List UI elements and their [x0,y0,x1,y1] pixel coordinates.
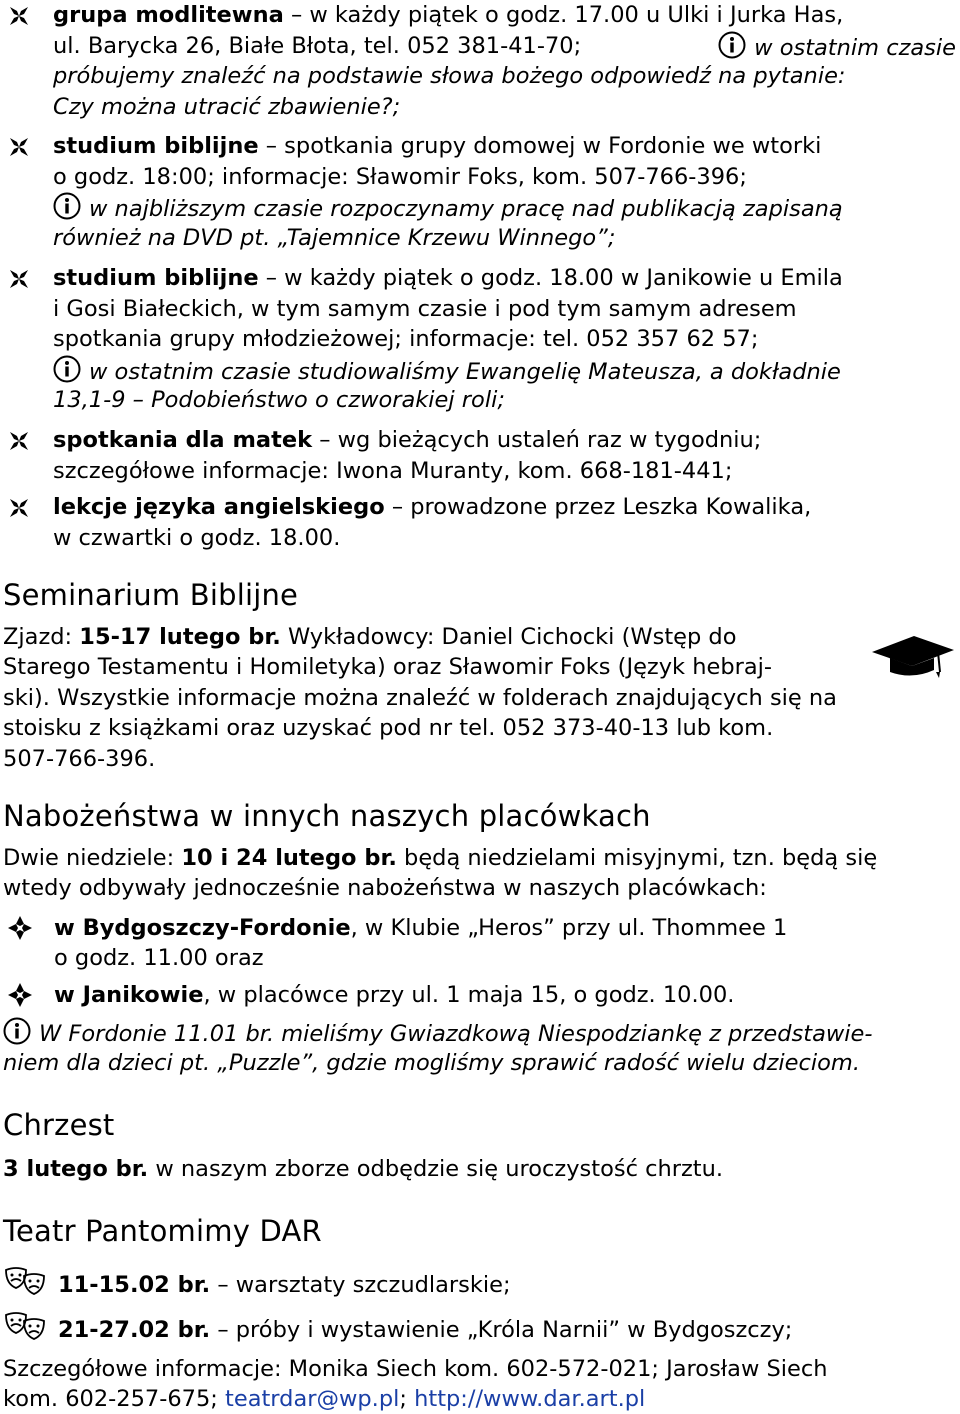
seminar-line-2: Starego Testamentu i Homiletyka) oraz Sławomir Foks (Język hebraj- [3,654,773,680]
services-note-2: niem dla dzieci pt. „Puzzle”, gdzie mogliśmy sprawić radość wielu dzieciom. [3,1050,860,1076]
activity-line: spotkania dla matek – wg bieżących ustaleń raz w tygodniu; [53,427,762,453]
diamond-bullet-icon [3,980,37,1010]
pen-nib-icon [2,132,36,162]
pen-nib-icon [2,426,36,456]
activity-line: Czy można utracić zbawienie?; [53,93,401,120]
baptism-text: 3 lutego br. w naszym zborze odbędzie się uroczystość chrztu. [3,1156,724,1182]
graduation-cap-icon [868,630,956,682]
seminar-line-1: Zjazd: 15-17 lutego br. Wykładowcy: Daniel Cichocki (Wstęp do [3,624,737,650]
activity-line: i Gosi Białeckich, w tym samym czasie i pod tym samym adresem [53,295,797,322]
activity-line: ul. Barycka 26, Białe Błota, tel. 052 381-41-70; w ostatnim czasie [53,31,956,61]
theatre-masks-icon [3,1266,47,1296]
theatre-event-1: 11-15.02 br. – warsztaty szczudlarskie; [58,1272,511,1298]
pen-nib-icon [2,264,36,294]
services-note-1: W Fordonie 11.01 br. mieliśmy Gwiazdkową Niespodziankę z przedstawie- [3,1017,872,1047]
website-link[interactable]: http://www.dar.art.pl [414,1386,646,1412]
theatre-masks-icon [3,1311,47,1341]
seminar-line-4: stoisku z książkami oraz uzyskać pod nr tel. 052 373-40-13 lub kom. [3,715,774,741]
diamond-bullet-icon [3,913,37,943]
activity-line: w czwartki o godz. 18.00. [53,524,341,551]
email-link[interactable]: teatrdar@wp.pl [225,1386,400,1412]
seminar-line-5: 507-766-396. [3,746,156,772]
activity-line: o godz. 18:00; informacje: Sławomir Foks, kom. 507-766-396; [53,163,747,190]
activity-line: studium biblijne – w każdy piątek o godz. 18.00 w Janikowie u Emila [53,265,843,291]
activity-line: spotkania grupy młodzieżowej; informacje: tel. 052 357 62 57; [53,326,759,352]
activity-line: w ostatnim czasie studiowaliśmy Ewangelię Mateusza, a dokładnie [53,355,956,385]
pen-nib-icon [2,493,36,523]
pen-nib-icon [2,1,36,31]
activity-line: grupa modlitewna – w każdy piątek o godz. 17.00 u Ulki i Jurka Has, [53,2,844,28]
activity-line: również na DVD pt. „Tajemnice Krzewu Winnego”; [53,224,616,251]
section-title-seminar: Seminarium Biblijne [3,578,299,612]
theatre-event-2: 21-27.02 br. – próby i wystawienie „Króla Narnii” w Bydgoszczy; [58,1317,793,1343]
services-item-1-cont: o godz. 11.00 oraz [54,945,264,971]
activity-line: 13,1-9 – Podobieństwo o czworakiej roli; [53,387,505,413]
section-title-baptism: Chrzest [3,1108,115,1142]
section-title-services: Nabożeństwa w innych naszych placówkach [3,799,651,833]
activity-line: szczegółowe informacje: Iwona Muranty, kom. 668-181-441; [53,457,733,484]
services-item-1: w Bydgoszczy-Fordonie, w Klubie „Heros” przy ul. Thommee 1 [54,915,788,941]
activity-line: studium biblijne – spotkania grupy domowej w Fordonie we wtorki [53,133,822,159]
activity-line: próbujemy znaleźć na podstawie słowa bożego odpowiedź na pytanie: [53,63,846,89]
activity-line: lekcje języka angielskiego – prowadzone przez Leszka Kowalika, [53,494,812,520]
activity-line: w najbliższym czasie rozpoczynamy pracę nad publikacją zapisaną [53,192,956,222]
services-line-2: wtedy odbywały jednocześnie nabożeństwa w naszych placówkach: [3,875,767,901]
theatre-contact-2: kom. 602-257-675; teatrdar@wp.pl; http://www.dar.art.pl [3,1386,646,1412]
seminar-line-3: ski). Wszystkie informacje można znaleźć w folderach znajdujących się na [3,685,837,711]
services-line-1: Dwie niedziele: 10 i 24 lutego br. będą niedzielami misyjnymi, tzn. będą się [3,845,878,871]
section-title-theatre: Teatr Pantomimy DAR [3,1214,322,1248]
theatre-contact-1: Szczegółowe informacje: Monika Siech kom. 602-572-021; Jarosław Siech [3,1356,828,1382]
services-item-2: w Janikowie, w placówce przy ul. 1 maja 15, o godz. 10.00. [54,982,735,1008]
